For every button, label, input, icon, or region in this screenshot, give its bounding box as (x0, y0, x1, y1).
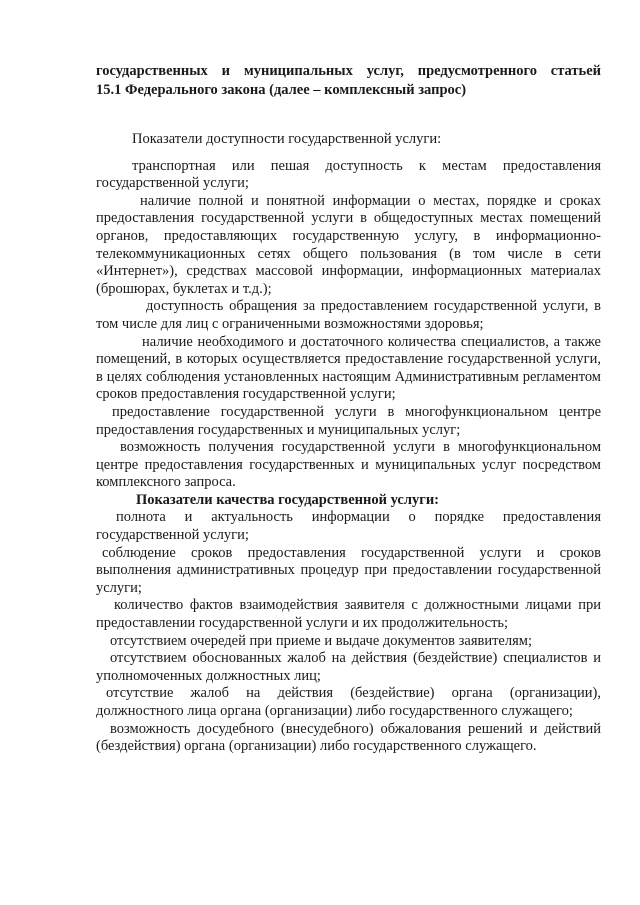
access-item: предоставление государственной услуги в многофункциональном центре предоставления государственных и муниципальных услуг; (96, 403, 601, 438)
header-line-1: государственных и муниципальных услуг, предусмотренного статьей (96, 63, 601, 79)
access-item: транспортная или пешая доступность к местам предоставления государственной услуги; (96, 157, 601, 192)
quality-item: количество фактов взаимодействия заявителя с должностными лицами при предоставлении государственной услуги и их продолжительность; (96, 597, 601, 632)
document-body (96, 131, 601, 756)
quality-item: соблюдение сроков предоставления государственной услуги и сроков выполнения административных процедур при предоставлении государственной услуги; (96, 544, 601, 596)
header-line-2: 15.1 Федерального закона (далее – комплексный запрос) (96, 82, 467, 98)
access-item: наличие необходимого и достаточного количества специалистов, а также помещений, в которых осуществляется предоставление государственной услуги, в целях соблюдения установленных настоящим Административным регламентом сроков предоставления государственной услуги; (96, 333, 601, 403)
quality-item: отсутствие жалоб на действия (бездействие) органа (организации), должностного лица органа (организации) либо государственного служащего; (96, 685, 601, 719)
section-header (96, 62, 601, 100)
access-item: наличие полной и понятной информации о местах, порядке и сроках предоставления государственной услуги в общедоступных местах помещений органов, предоставляющих государственную услугу, в информационно-телекоммуникационных сетях общего пользования (в том числе в сети «Интернет»), средствах массовой информации, информационных материалах (брошюрах, буклетах и т.д.); (96, 192, 601, 297)
quality-item: отсутствием очередей при приеме и выдаче документов заявителям; (110, 632, 532, 649)
quality-item: полнота и актуальность информации о порядке предоставления государственной услуги; (96, 509, 601, 544)
quality-heading: Показатели качества государственной услуги: (136, 491, 440, 508)
quality-item: возможность досудебного (внесудебного) обжалования решений и действий (бездействия) органа (организации) либо государственного служащего. (96, 720, 601, 755)
access-heading: Показатели доступности государственной услуги: (132, 131, 442, 147)
access-item: возможность получения государственной услуги в многофункциональном центре предоставления государственных и муниципальных услуг посредством комплексного запроса. (96, 439, 601, 491)
access-item: доступность обращения за предоставлением государственной услуги, в том числе для лиц с ограниченными возможностями здоровья; (96, 298, 601, 332)
quality-item: отсутствием обоснованных жалоб на действия (бездействие) специалистов и уполномоченных должностных лиц; (96, 650, 601, 684)
